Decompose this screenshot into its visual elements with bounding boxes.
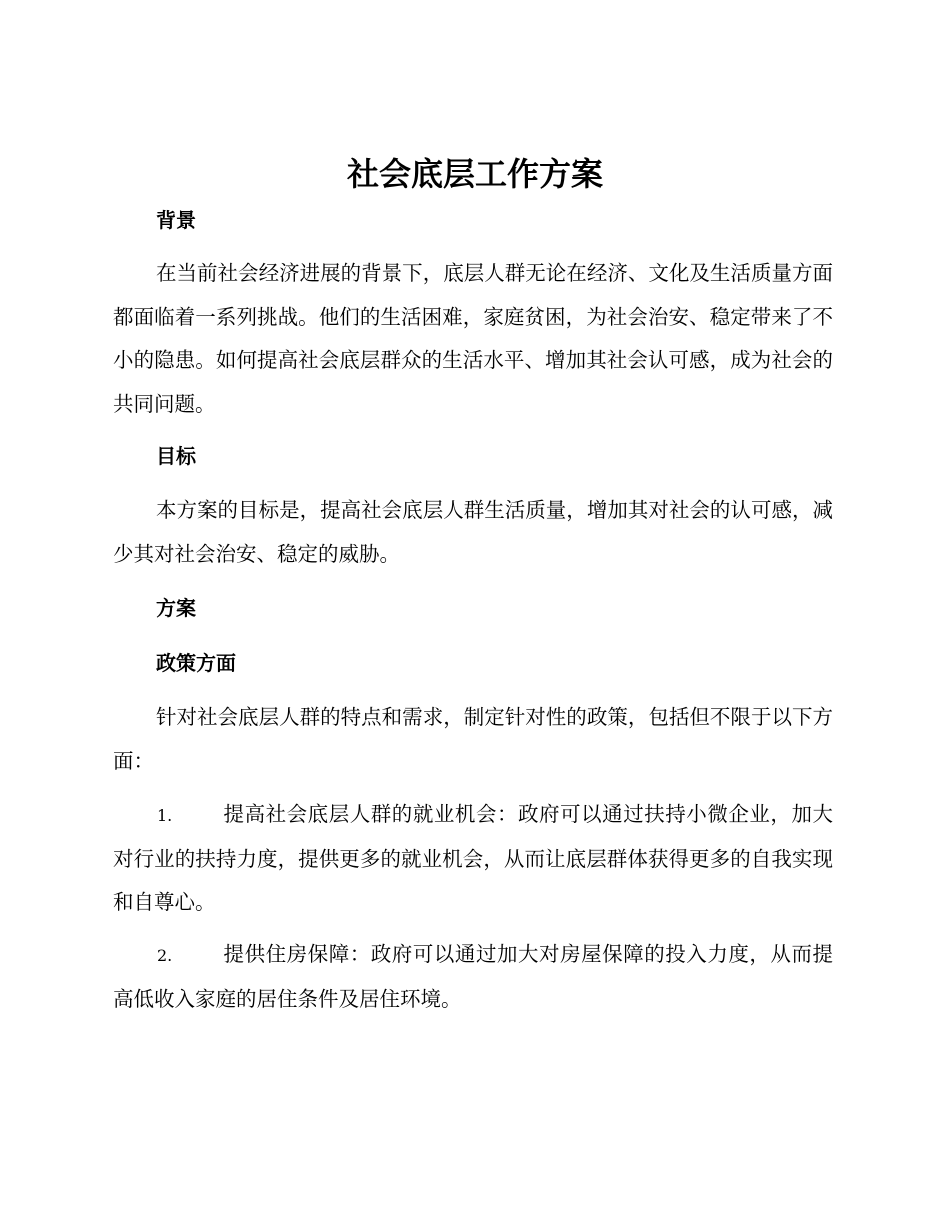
heading-goal: 目标 [156,444,196,468]
list-item-text: 提供住房保障：政府可以通过加大对房屋保障的投入力度，从而提高低收入家庭的居住条件及居住环境。 [113,942,833,1011]
document-title: 社会底层工作方案 [346,155,603,193]
list-item [113,933,833,1021]
heading-background: 背景 [156,208,196,232]
paragraph-policy-intro: 针对社会底层人群的特点和需求，制定针对性的政策，包括但不限于以下方面： [113,705,833,773]
paragraph-background: 在当前社会经济进展的背景下，底层人群无论在经济、文化及生活质量方面都面临着一系列挑战。他们的生活困难，家庭贫困，为社会治安、稳定带来了不小的隐患。如何提高社会底层群众的生活水平、增加其社会认可感，成为社会的共同问题。 [113,261,833,416]
heading-policy: 政策方面 [156,651,236,675]
heading-plan: 方案 [156,596,196,620]
paragraph-goal: 本方案的目标是，提高社会底层人群生活质量，增加其对社会的认可感，减少其对社会治安、稳定的威胁。 [113,498,833,566]
list-item-text: 提高社会底层人群的就业机会：政府可以通过扶持小微企业，加大对行业的扶持力度，提供更多的就业机会，从而让底层群体获得更多的自我实现和自尊心。 [113,802,833,914]
list-item [113,793,833,925]
list-item-number: 1. [157,806,173,825]
list-item-number: 2. [157,946,173,965]
